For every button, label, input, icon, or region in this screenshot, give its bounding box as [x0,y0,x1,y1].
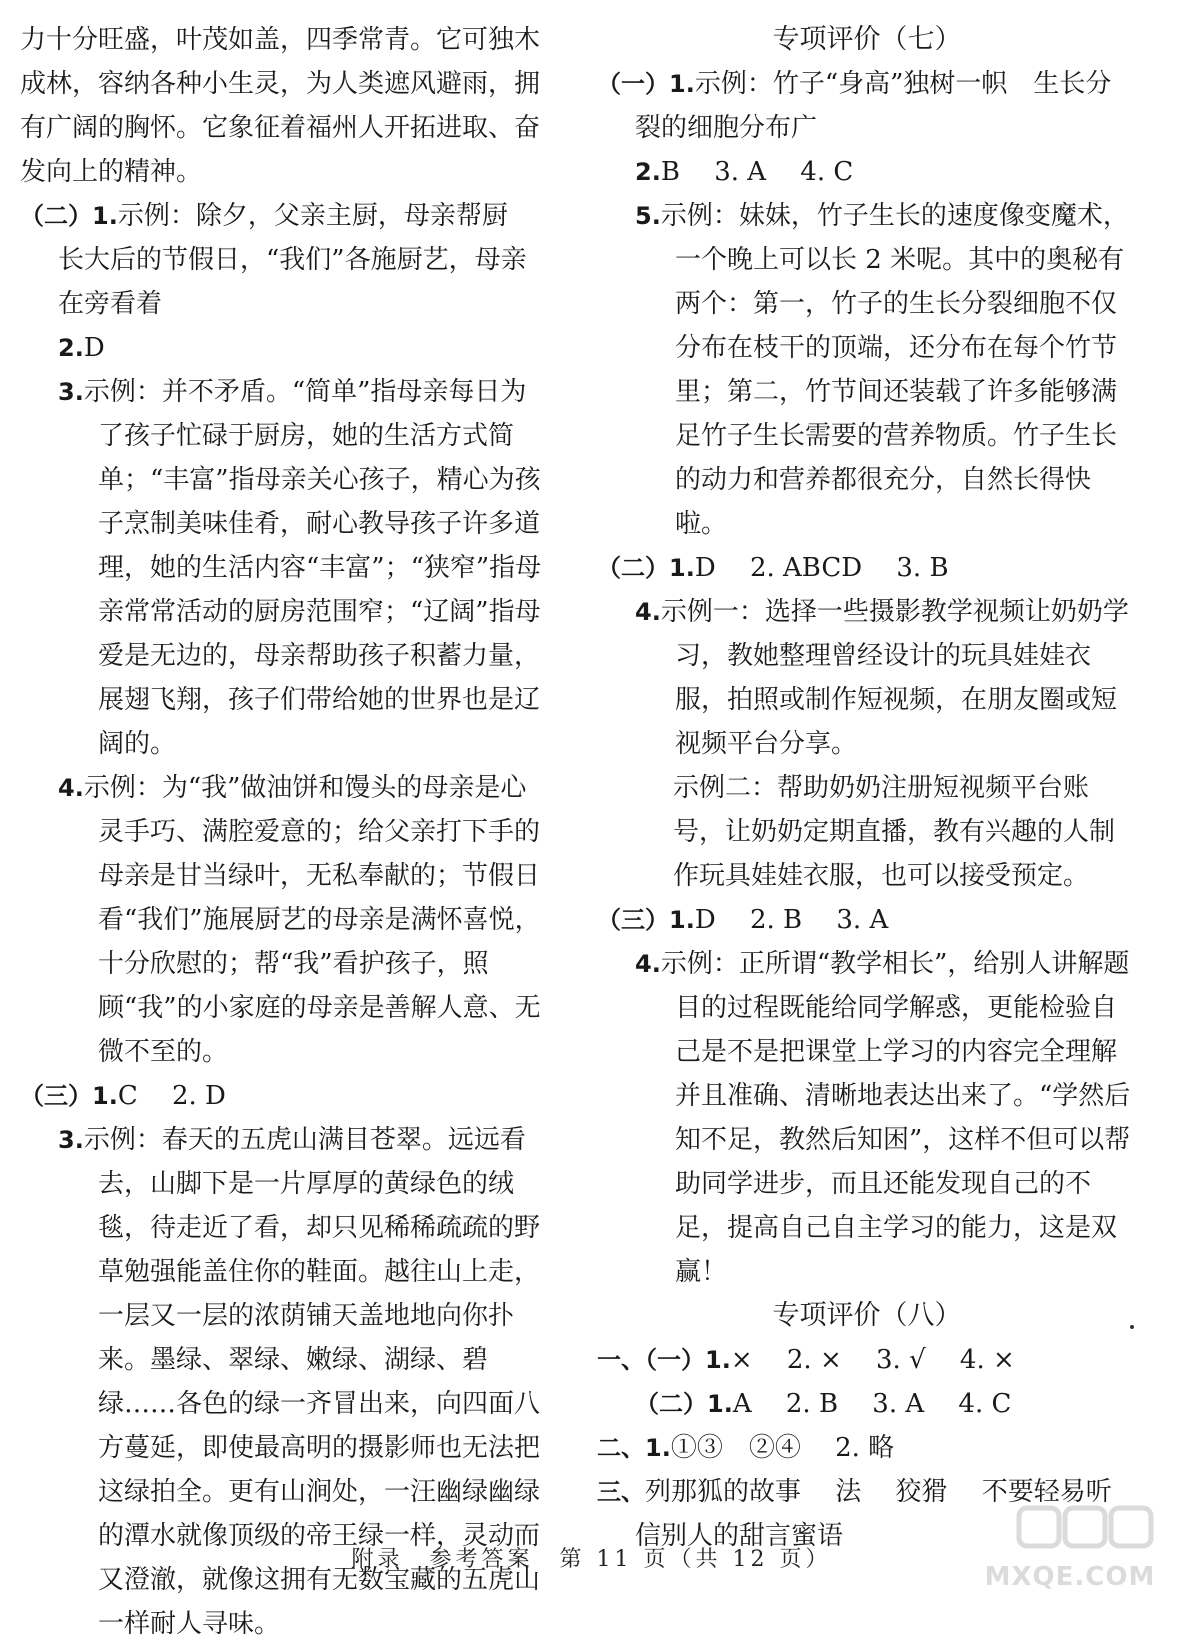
item-text: 列那狐的故事 法 狡猾 不要轻易听信别人的甜言蜜语 [635,1477,1112,1551]
item-number: （二）1. [20,202,118,230]
item-text: ①③ ②④ 2. 略 [670,1433,895,1463]
answer-item [20,766,550,1074]
stray-dot [1130,1325,1134,1329]
item-number: 一、（一）1. [597,1346,731,1374]
section-heading: 专项评价（八） [772,1300,962,1331]
answer-item [20,194,550,326]
answer-item [597,1382,1137,1426]
item-text: × 2. × 3. √ 4. × [730,1345,1015,1375]
section-heading: 专项评价（七） [772,24,962,55]
answer-item [597,898,1137,942]
item-text: B 3. A 4. C [660,157,854,187]
answer-item [20,326,550,370]
item-text: 示例一：选择一些摄影教学视频让奶奶学习，教她整理曾经设计的玩具娃娃衣服，拍照或制作短视频，在朋友圈或短视频平台分享。 [660,597,1129,759]
item-text: 力十分旺盛，叶茂如盖，四季常青。它可独木成林，容纳各种小生灵，为人类遮风避雨，拥有广阔的胸怀。它象征着福州人开拓进取、奋发向上的精神。 [20,25,541,187]
item-number: （三）1. [20,1082,118,1110]
item-text: 示例：春天的五虎山满目苍翠。远远看去，山脚下是一片厚厚的黄绿色的绒毯，待走近了看，却只见稀稀疏疏的野草勉强能盖住你的鞋面。越往山上走，一层又一层的浓荫铺天盖地地向你扑来。墨绿、翠绿、嫩绿、湖绿、碧绿……各色的绿一齐冒出来，向四面八方蔓延，即使最高明的摄影师也无法把这绿拍全。更有山涧处，一汪幽绿幽绿的潭水就像顶级的帝王绿一样，灵动而又澄澈，就像这拥有无数宝藏的五虎山一样耐人寻味。 [83,1125,541,1639]
item-text: D 2. ABCD 3. B [694,553,949,583]
item-number: （一）1. [597,70,695,98]
item-text: C 2. D [117,1081,226,1111]
item-number: （二）1. [597,554,695,582]
answer-item [597,766,1137,898]
item-number: （二）1. [635,1390,733,1418]
answer-item [597,150,1137,194]
left-column [20,18,550,1646]
answer-item [597,1426,1137,1470]
answer-item [597,1338,1137,1382]
item-number: 3. [58,378,84,406]
watermark-logo-icon [1015,1502,1155,1552]
watermark-text: MXQE.COM [984,1562,1156,1592]
answer-item [20,18,550,194]
item-text: A 2. B 3. A 4. C [732,1389,1012,1419]
answer-item [597,942,1137,1294]
item-text: D [83,333,105,363]
item-number: 4. [635,950,661,978]
answer-item [20,370,550,766]
item-number: （三）1. [597,906,695,934]
item-text: 示例二：帮助奶奶注册短视频平台账号，让奶奶定期直播，教有兴趣的人制作玩具娃娃衣服，也可以接受预定。 [673,773,1116,891]
item-text: 示例：妹妹，竹子生长的速度像变魔术，一个晚上可以长 2 米呢。其中的奥秘有两个：第一，竹子的生长分裂细胞不仅分布在枝干的顶端，还分布在每个竹节里；第二，竹节间还装载了许多能够满足竹子生长需要的营养物质。竹子生长的动力和营养都很充分，自然长得快啦。 [660,201,1129,539]
item-number: 三、 [597,1478,645,1506]
item-text: 示例：正所谓“教学相长”，给别人讲解题目的过程既能给同学解惑，更能检验自己是不是把课堂上学习的内容完全理解并且准确、清晰地表达出来了。“学然后知不足，教然后知困”，这样不但可以帮助同学进步，而且还能发现自己的不足，提高自己自主学习的能力，这是双赢！ [660,949,1131,1287]
answer-item [20,1074,550,1118]
answer-item [597,590,1137,766]
item-number: 3. [58,1126,84,1154]
item-number: 2. [58,334,84,362]
item-text: D 2. B 3. A [694,905,889,935]
item-number: 5. [635,202,661,230]
item-text: 示例：为“我”做油饼和馒头的母亲是心灵手巧、满腔爱意的；给父亲打下手的母亲是甘当绿叶，无私奉献的；节假日看“我们”施展厨艺的母亲是满怀喜悦，十分欣慰的；帮“我”看护孩子，照顾“我”的小家庭的母亲是善解人意、无微不至的。 [83,773,541,1067]
item-number: 2. [635,158,661,186]
item-number: 4. [635,598,661,626]
item-text: 示例：除夕，父亲主厨，母亲帮厨 长大后的节假日，“我们”各施厨艺，母亲在旁看着 [58,201,534,319]
answer-item [597,194,1137,546]
item-text: 示例：并不矛盾。“简单”指母亲每日为了孩子忙碌于厨房，她的生活方式简单；“丰富”指母亲关心孩子，精心为孩子烹制美味佳肴，耐心教导孩子许多道理，她的生活内容“丰富”；“狭窄”指母亲常常活动的厨房范围窄；“辽阔”指母爱是无边的，母亲帮助孩子积蓄力量，展翅飞翔，孩子们带给她的世界也是辽阔的。 [83,377,542,759]
answer-item [597,546,1137,590]
item-number: 4. [58,774,84,802]
item-number: 二、1. [597,1434,671,1462]
answer-item [597,62,1137,150]
page-footer: 附录 参考答案 第 11 页（共 12 页） [351,1547,832,1572]
item-text: 示例：竹子“身高”独树一帜 生长分裂的细胞分布广 [635,69,1112,143]
right-column [597,18,1137,1558]
watermark [975,1502,1165,1592]
